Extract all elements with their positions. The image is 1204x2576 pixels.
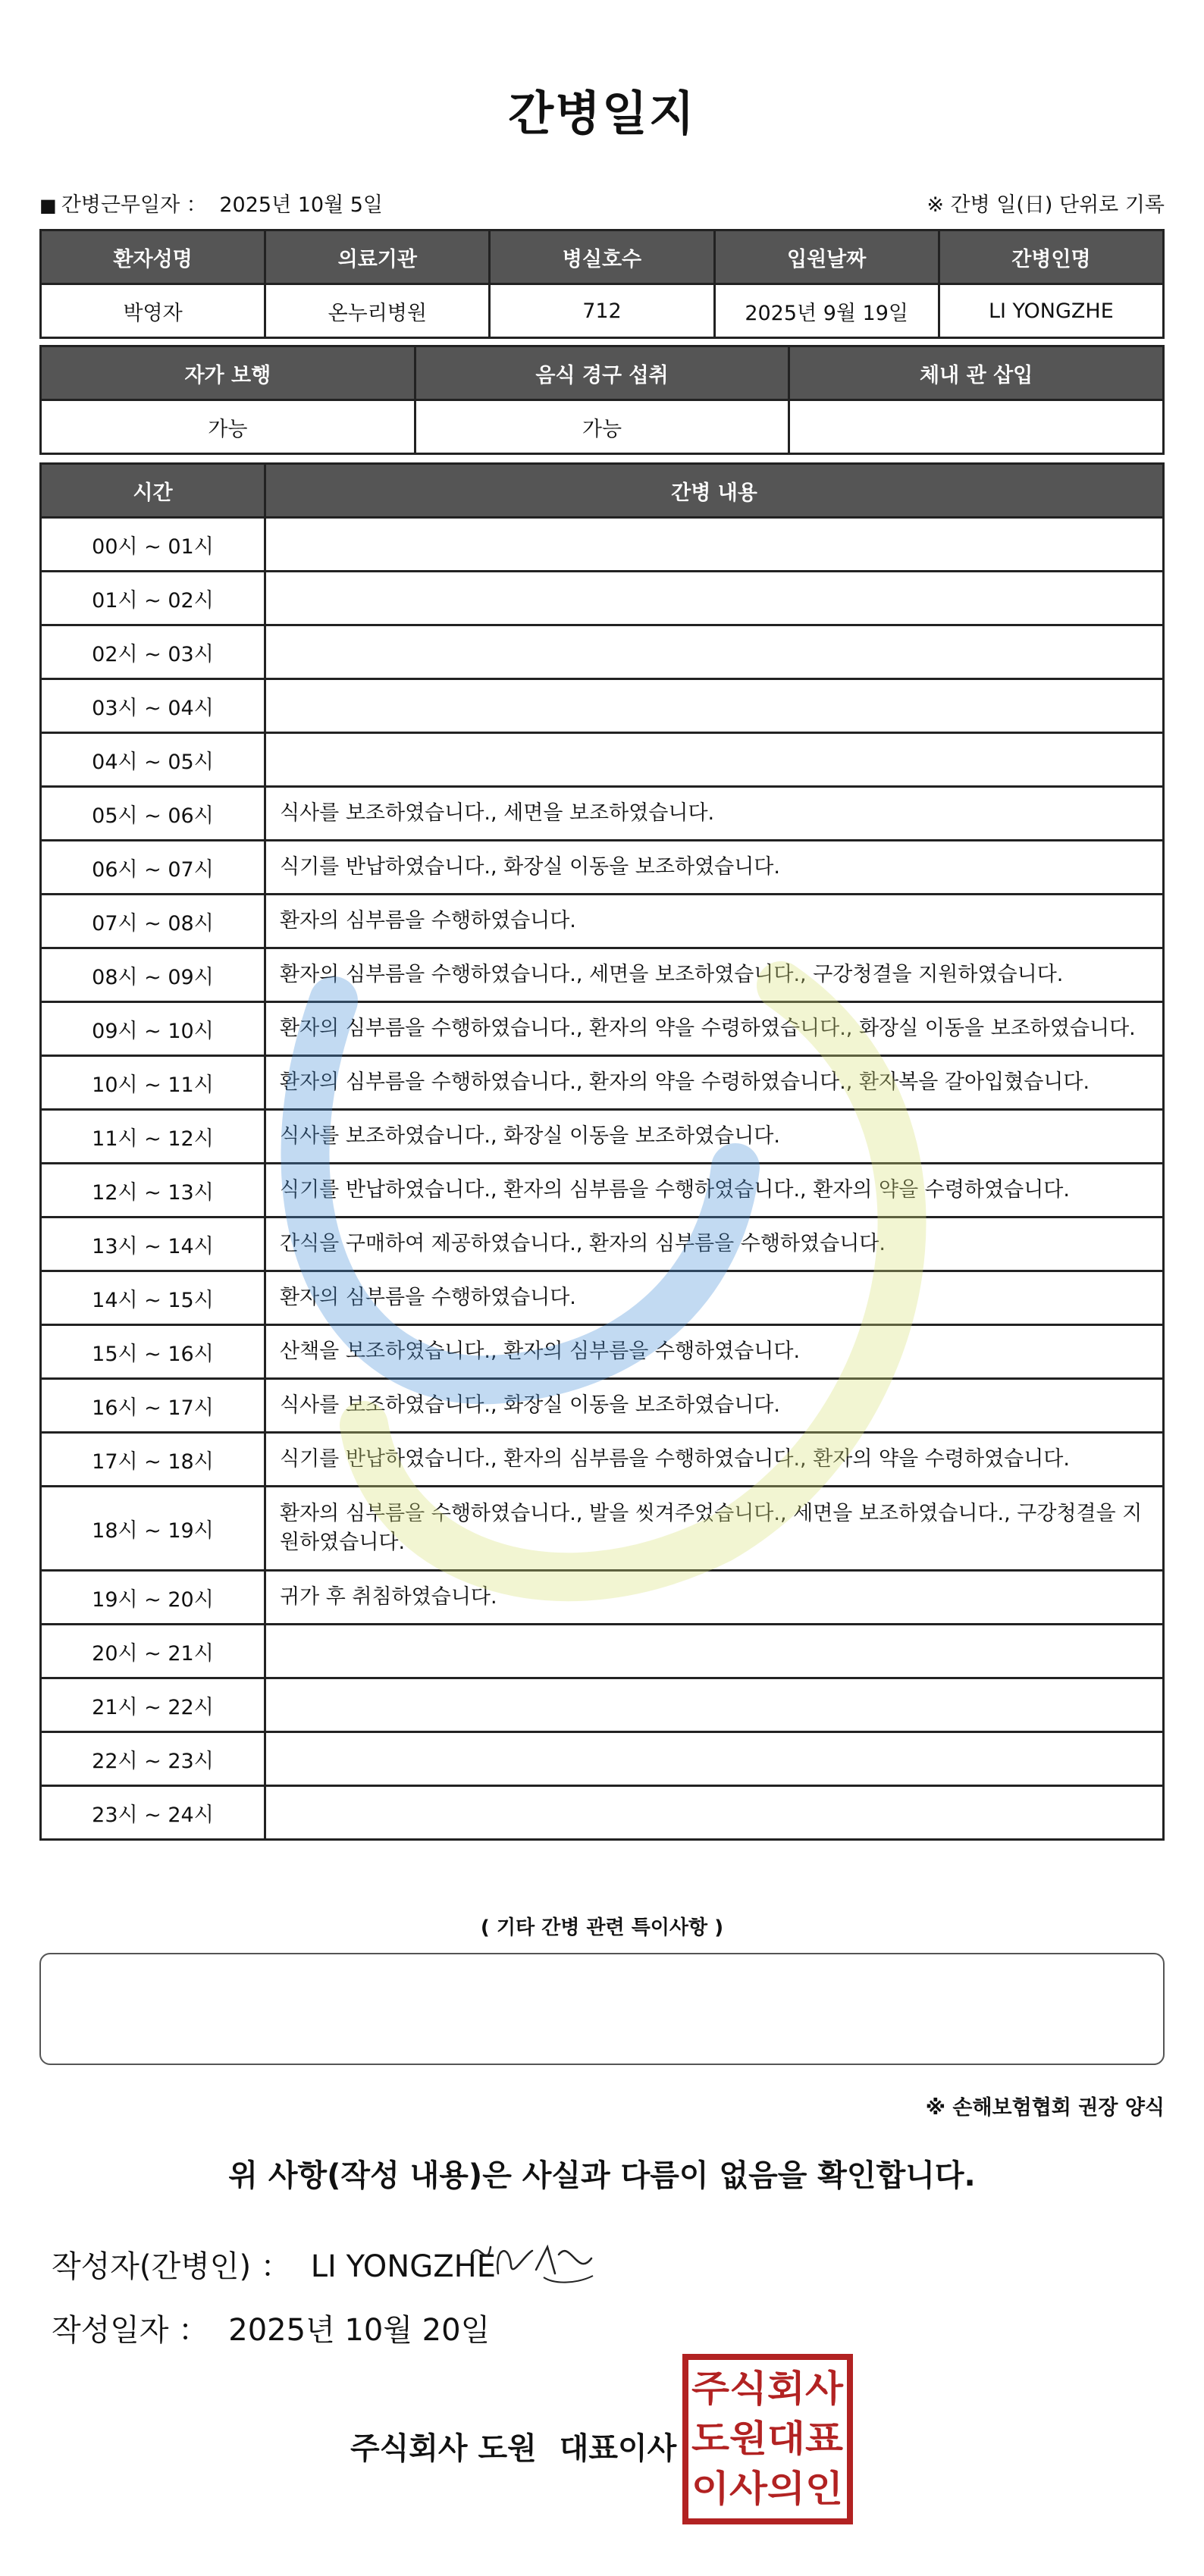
- write-date-value: 2025년 10월 20일: [228, 2313, 491, 2348]
- care-content: [265, 1625, 1164, 1678]
- care-content: [265, 1732, 1164, 1786]
- table-row: [41, 1002, 1164, 1056]
- care-content: [265, 1678, 1164, 1732]
- header-room-number: 병실호수: [490, 230, 714, 284]
- care-content: 귀가 후 취침하였습니다.: [265, 1571, 1164, 1625]
- table-row: [41, 572, 1164, 625]
- company-line: [350, 2424, 676, 2468]
- header-tube-insertion: 체내 관 삽입: [789, 346, 1164, 400]
- time-slot: 22시 ~ 23시: [41, 1732, 265, 1786]
- write-date-line: [52, 2306, 490, 2349]
- time-slot: 02시 ~ 03시: [41, 625, 265, 679]
- table-row: [41, 518, 1164, 572]
- remarks-box: [39, 1953, 1165, 2065]
- table-row: [41, 1487, 1164, 1571]
- care-content: 식기를 반납하였습니다., 화장실 이동을 보조하였습니다.: [265, 841, 1164, 895]
- oral-intake-value: 가능: [415, 400, 789, 454]
- work-date-label: 간병근무일자 ：: [61, 193, 207, 217]
- write-date-label: 작성일자 ：: [52, 2313, 209, 2348]
- care-content: [265, 679, 1164, 733]
- document-title: 간병일지: [508, 86, 696, 141]
- care-content: 식사를 보조하였습니다., 화장실 이동을 보조하였습니다.: [265, 1379, 1164, 1433]
- unit-note: ※ 간병 일(日) 단위로 기록: [927, 193, 1165, 217]
- seal-text-line: 도원대표: [691, 2418, 844, 2460]
- care-content: 식기를 반납하였습니다., 환자의 심부름을 수행하였습니다., 환자의 약을 수령하였습니다.: [265, 1433, 1164, 1487]
- writer-name: LI YONGZHE: [310, 2249, 496, 2284]
- square-bullet-icon: ■: [39, 195, 57, 216]
- time-slot: 23시 ~ 24시: [41, 1786, 265, 1840]
- hospital-name: 온누리병원: [265, 284, 490, 338]
- table-row: [41, 625, 1164, 679]
- care-content: [265, 625, 1164, 679]
- time-slot: 07시 ~ 08시: [41, 895, 265, 948]
- care-content: 환자의 심부름을 수행하였습니다.: [265, 1271, 1164, 1325]
- time-slot: 08시 ~ 09시: [41, 948, 265, 1002]
- header-time: 시간: [41, 464, 265, 518]
- table-row: [41, 948, 1164, 1002]
- time-slot: 00시 ~ 01시: [41, 518, 265, 572]
- time-slot: 13시 ~ 14시: [41, 1217, 265, 1271]
- work-date-value: 2025년 10월 5일: [219, 193, 384, 217]
- care-log-table: [39, 462, 1165, 1841]
- table-row: [41, 1786, 1164, 1840]
- table-row: [41, 1678, 1164, 1732]
- header-admission-date: 입원날짜: [714, 230, 939, 284]
- time-slot: 14시 ~ 15시: [41, 1271, 265, 1325]
- table-row: [41, 787, 1164, 841]
- table-row: [41, 1164, 1164, 1217]
- header-self-walking: 자가 보행: [41, 346, 415, 400]
- time-slot: 03시 ~ 04시: [41, 679, 265, 733]
- time-slot: 17시 ~ 18시: [41, 1433, 265, 1487]
- signature-icon: [464, 2232, 600, 2292]
- patient-name: 박영자: [41, 284, 265, 338]
- care-content: [265, 1786, 1164, 1840]
- work-date: [39, 188, 383, 218]
- time-slot: 20시 ~ 21시: [41, 1625, 265, 1678]
- table-row: [41, 1732, 1164, 1786]
- table-row: [41, 1571, 1164, 1625]
- time-slot: 01시 ~ 02시: [41, 572, 265, 625]
- seal-text-line: 주식회사: [691, 2368, 844, 2410]
- time-slot: 04시 ~ 05시: [41, 733, 265, 787]
- time-slot: 18시 ~ 19시: [41, 1487, 265, 1571]
- header-hospital: 의료기관: [265, 230, 490, 284]
- table-row: [41, 841, 1164, 895]
- time-slot: 11시 ~ 12시: [41, 1110, 265, 1164]
- care-content: 식사를 보조하였습니다., 세면을 보조하였습니다.: [265, 787, 1164, 841]
- room-number: 712: [490, 284, 714, 338]
- self-walking-value: 가능: [41, 400, 415, 454]
- time-slot: 21시 ~ 22시: [41, 1678, 265, 1732]
- header-caregiver-name: 간병인명: [939, 230, 1163, 284]
- care-content: [265, 518, 1164, 572]
- time-slot: 16시 ~ 17시: [41, 1379, 265, 1433]
- table-row: [41, 679, 1164, 733]
- table-row: [41, 1271, 1164, 1325]
- header-oral-intake: 음식 경구 섭취: [415, 346, 789, 400]
- patient-info-table: [39, 229, 1165, 339]
- care-content: 식기를 반납하였습니다., 환자의 심부름을 수행하였습니다., 환자의 약을 수령하였습니다.: [265, 1164, 1164, 1217]
- patient-status-table: [39, 345, 1165, 455]
- care-content: 환자의 심부름을 수행하였습니다., 발을 씻겨주었습니다., 세면을 보조하였습니다., 구강청결을 지원하였습니다.: [265, 1487, 1164, 1571]
- table-row: [41, 733, 1164, 787]
- care-content: 식사를 보조하였습니다., 화장실 이동을 보조하였습니다.: [265, 1110, 1164, 1164]
- care-content: [265, 733, 1164, 787]
- table-row: [41, 1379, 1164, 1433]
- care-content: 환자의 심부름을 수행하였습니다., 세면을 보조하였습니다., 구강청결을 지원하였습니다.: [265, 948, 1164, 1002]
- writer-line: [52, 2242, 496, 2286]
- table-row: [41, 1433, 1164, 1487]
- table-row: [41, 1625, 1164, 1678]
- care-content: 환자의 심부름을 수행하였습니다., 환자의 약을 수령하였습니다., 환자복을 갈아입혔습니다.: [265, 1056, 1164, 1110]
- caregiver-name: LI YONGZHE: [939, 284, 1163, 338]
- seal-text-line: 이사의인: [691, 2468, 843, 2510]
- company-seal-icon: [682, 2354, 853, 2524]
- confirm-statement: 위 사항(작성 내용)은 사실과 다름이 없음을 확인합니다.: [228, 2158, 976, 2193]
- time-slot: 19시 ~ 20시: [41, 1571, 265, 1625]
- header-care-content: 간병 내용: [265, 464, 1164, 518]
- time-slot: 15시 ~ 16시: [41, 1325, 265, 1379]
- header-patient-name: 환자성명: [41, 230, 265, 284]
- care-content: 환자의 심부름을 수행하였습니다.: [265, 895, 1164, 948]
- table-row: [41, 1325, 1164, 1379]
- admission-date: 2025년 9월 19일: [714, 284, 939, 338]
- writer-label: 작성자(간병인) ：: [52, 2249, 291, 2284]
- time-slot: 06시 ~ 07시: [41, 841, 265, 895]
- time-slot: 09시 ~ 10시: [41, 1002, 265, 1056]
- care-content: 환자의 심부름을 수행하였습니다., 환자의 약을 수령하였습니다., 화장실 이동을 보조하였습니다.: [265, 1002, 1164, 1056]
- time-slot: 10시 ~ 11시: [41, 1056, 265, 1110]
- table-row: [41, 1217, 1164, 1271]
- recommend-note: ※ 손해보험협회 권장 양식: [925, 2096, 1165, 2120]
- care-content: 간식을 구매하여 제공하였습니다., 환자의 심부름을 수행하였습니다.: [265, 1217, 1164, 1271]
- time-slot: 05시 ~ 06시: [41, 787, 265, 841]
- care-content: 산책을 보조하였습니다., 환자의 심부름을 수행하였습니다.: [265, 1325, 1164, 1379]
- time-slot: 12시 ~ 13시: [41, 1164, 265, 1217]
- company-name: 주식회사 도원: [350, 2431, 537, 2466]
- table-row: [41, 1056, 1164, 1110]
- tube-insertion-value: [789, 400, 1164, 454]
- care-content: [265, 572, 1164, 625]
- representative-title: 대표이사: [559, 2431, 677, 2466]
- remarks-title: ( 기타 간병 관련 특이사항 ): [480, 1916, 724, 1939]
- table-row: [41, 1110, 1164, 1164]
- table-row: [41, 895, 1164, 948]
